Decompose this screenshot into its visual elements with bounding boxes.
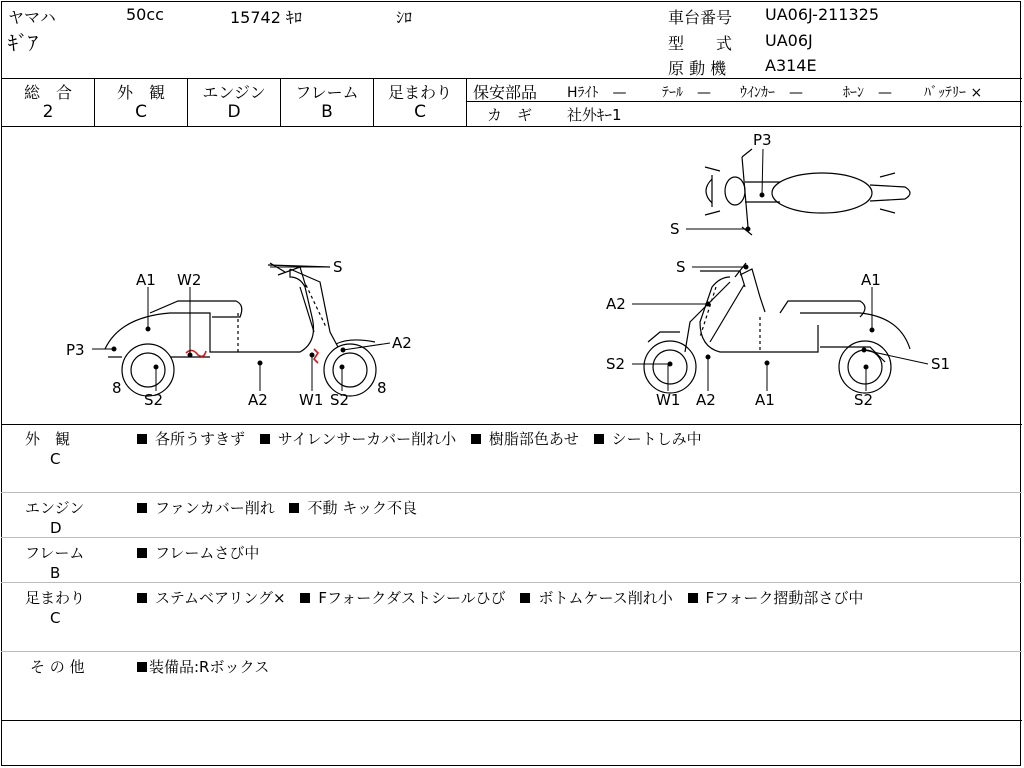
safety-horn: ﾎｰﾝ — [843,85,892,101]
safety-battery: ﾊﾞｯﾃﾘｰ × [924,85,983,101]
scooter-top-view [705,149,910,235]
note-item: ボトムケース削れ小 [538,589,673,607]
type-value: UA06J [765,31,813,50]
label-left-a1: A1 [136,271,156,289]
label-right-a1-floor: A1 [755,391,775,409]
safety-taillight: ﾃｰﾙ — [662,85,711,101]
grade-suspension-label: 足まわり [387,83,452,102]
label-left-8-rear: 8 [112,379,122,397]
label-left-p3: P3 [66,341,85,359]
notes-frame-grade: B [50,564,61,582]
label-top-s: S [670,220,680,238]
note-item: ファンカバー削れ [155,499,275,517]
frame-no: UA06J-211325 [765,5,880,24]
label-left-a2-floor: A2 [248,391,268,409]
grade-frame-label: フレーム [295,83,359,102]
label-right-s2-front: S2 [606,355,626,373]
grade-engine-label: エンジン [202,83,266,102]
displacement: 50cc [126,5,164,24]
label-left-w2: W2 [177,271,202,289]
safety-winker: ｳｲﾝｶｰ — [740,85,803,101]
note-item: 樹脂部色あせ [488,430,579,448]
label-right-s2-rear: S2 [854,391,874,409]
engine-label: 原 動 機 [668,59,727,78]
notes-exterior-grade: C [50,450,61,468]
grade-frame-value: B [321,102,333,122]
model-name: ｷﾞｱ [8,31,38,55]
notes-exterior-label: 外 観 [25,430,71,448]
type-label: 型 式 [668,34,733,53]
grade-engine-value: D [227,102,241,122]
key-label: カ ギ [487,106,533,124]
grade-exterior-value: C [135,102,147,122]
frame-no-label: 車台番号 [668,8,733,27]
notes-engine-grade: D [50,519,62,537]
safety-headlight: Hﾗｲﾄ — [567,85,627,101]
label-right-a2: A2 [606,295,626,313]
label-left-8-front: 8 [377,379,387,397]
grade-exterior-label: 外 観 [116,83,165,102]
mileage: 15742 ｷﾛ [230,8,302,27]
label-right-w1: W1 [656,391,681,409]
label-left-s2-rear: S2 [144,391,164,409]
note-item: ステムベアリング× [155,589,286,607]
note-item: 不動 キック不良 [307,499,417,517]
engine-value: A314E [765,56,817,75]
grade-suspension-value: C [414,102,426,122]
note-item: Fフォーク摺動部さび中 [705,589,864,607]
grade-overall-label: 総 合 [23,83,72,102]
label-right-a1-seat: A1 [861,271,881,289]
notes-suspension-grade: C [50,609,61,627]
label-left-a2-front: A2 [392,334,412,352]
body-color: ｼﾛ [396,8,413,27]
label-right-s1: S1 [931,355,951,373]
label-left-s2-front: S2 [330,391,350,409]
note-item: Fフォークダストシールひび [318,589,506,607]
grade-overall-value: 2 [42,102,54,122]
maker: ヤマハ [8,8,56,27]
label-top-p3: P3 [753,131,772,149]
note-item: サイレンサーカバー削れ小 [277,430,457,448]
key-value: 社外ｷｰ1 [567,106,622,124]
notes-other-label: そ の 他 [30,658,85,676]
safety-label: 保安部品 [473,83,538,102]
damage-marks [186,349,318,363]
note-item: 各所うすきず [155,430,246,448]
label-right-s: S [676,258,686,276]
label-right-a2-floor: A2 [696,391,716,409]
notes-engine-label: エンジン [25,499,85,517]
note-item: 装備品:Rボックス [149,658,270,676]
damage-diagram [0,127,1022,424]
label-left-s: S [333,258,343,276]
label-left-w1: W1 [299,391,324,409]
note-item: フレームさび中 [155,544,260,562]
note-item: シートしみ中 [611,430,702,448]
notes-frame-label: フレーム [25,544,85,562]
notes-suspension-label: 足まわり [25,589,86,607]
